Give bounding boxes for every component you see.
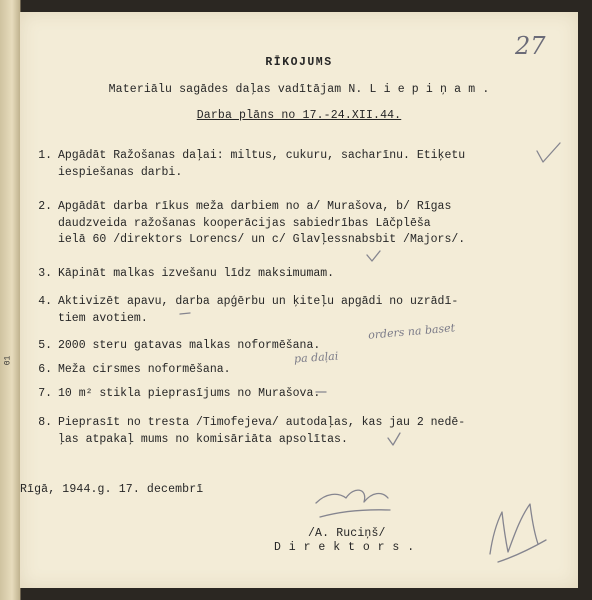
- item-line: Apgādāt darba rīkus meža darbiem no a/ Murašova, b/ Rīgas: [58, 200, 452, 213]
- addressee-line: Materiālu sagādes daļas vadītājam N. L i e p i ņ a m .: [108, 83, 490, 96]
- item-text: [58, 386, 570, 403]
- item-number: 1.: [38, 149, 52, 162]
- handwritten-note-item6: pa daļai: [293, 349, 339, 366]
- place-date: Rīgā, 1944.g. 17. decembrī: [20, 483, 204, 496]
- adjacent-page-edge: [0, 0, 21, 600]
- item-text: [58, 294, 570, 327]
- item-line: 10 m² stikla pieprasījums no Murašova.: [58, 387, 321, 400]
- item-text: [58, 199, 570, 249]
- handwritten-page-number: 27: [515, 32, 546, 60]
- item-line: ielā 60 /direktors Lorencs/ un c/ Glavļessnabsbit /Majors/.: [58, 233, 466, 246]
- signatory-title: D i r e k t o r s .: [274, 541, 415, 554]
- director-signature: [316, 490, 390, 517]
- item-text: [58, 148, 570, 181]
- handwritten-note-item5: orders na baset: [367, 321, 456, 342]
- item-line: daudzveida ražošanas kooperācijas sabiedrības Lāčplēša: [58, 216, 431, 230]
- item-text: [58, 266, 570, 283]
- item-line: 2000 steru gatavas malkas noformēšana.: [58, 339, 321, 352]
- item-text: [58, 415, 570, 448]
- marginal-signature: [490, 504, 546, 562]
- document-sheet: [20, 12, 578, 588]
- margin-mark: 01: [3, 355, 13, 366]
- item-text: [58, 362, 570, 379]
- item-number: 3.: [38, 267, 52, 280]
- item-number: 5.: [38, 339, 52, 352]
- signatory-name: /A. Ruciņš/: [308, 527, 386, 540]
- tick-icon: [367, 251, 380, 261]
- item-line: tiem avotiem.: [58, 311, 148, 325]
- item-number: 4.: [38, 295, 52, 308]
- item-line: Pieprasīt no tresta /Timofejeva/ autodaļas, kas jau 2 nedē-: [58, 416, 466, 429]
- item-line: iespiešanas darbi.: [58, 165, 183, 179]
- item-line: ļas atpakaļ mums no komisāriāta apsolītas.: [58, 432, 348, 446]
- plan-title: Darba plāns no 17.-24.XII.44.: [196, 109, 402, 122]
- item-line: Kāpināt malkas izvešanu līdz maksimumam.: [58, 267, 335, 280]
- item-line: Meža cirsmes noformēšana.: [58, 363, 231, 376]
- item-number: 2.: [38, 200, 52, 213]
- item-number: 6.: [38, 363, 52, 376]
- document-heading: RĪKOJUMS: [265, 56, 333, 69]
- item-number: 7.: [38, 387, 52, 400]
- item-number: 8.: [38, 416, 52, 429]
- item-line: Aktivizēt apavu, darba apģērbu un ķiteļu apgādi no uzrādī-: [58, 295, 459, 308]
- item-line: Apgādāt Ražošanas daļai: miltus, cukuru, sacharīnu. Etiķetu: [58, 149, 466, 162]
